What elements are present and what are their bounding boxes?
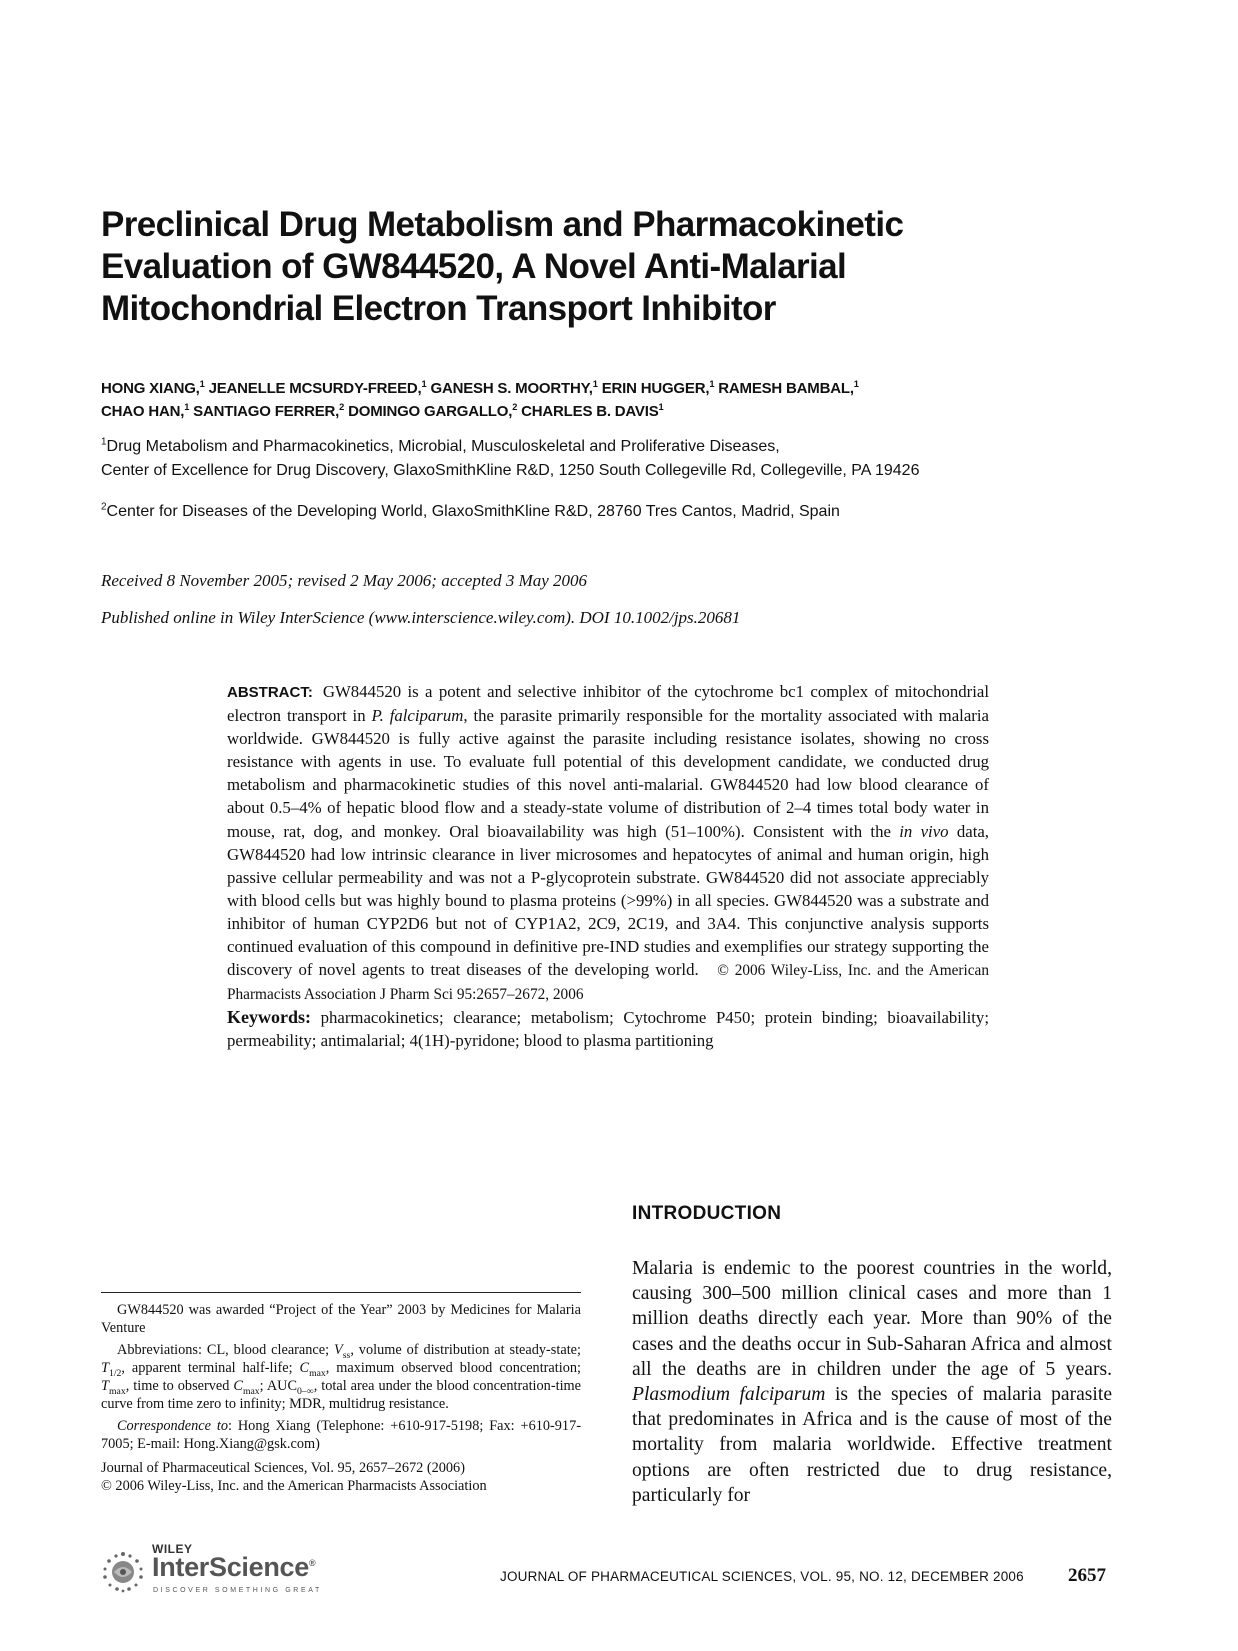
affiliation-text: Center of Excellence for Drug Discovery, GlaxoSmithKline R&D, 1250 South Collegeville Rd, Collegeville, PA 19426	[101, 462, 920, 479]
abstract-text: ABSTRACT: GW844520 is a potent and selective inhibitor of the cytochrome bc1 complex of mitochondrial electron transport in P. falciparum, the parasite primarily responsible for the mortality associated with malaria worldwide. GW844520 is fully active against the parasite including resistance isolates, showing no cross resistance with agents in use. To evaluate full potential of this development candidate, we conducted drug metabolism and pharmacokinetic studies of this novel anti-malarial. GW844520 had low blood clearance of about 0.5–4% of hepatic blood flow and a steady-state volume of distribution of 2–4 times total body water in mouse, rat, dog, and monkey. Oral bioavailability was high (51–100%). Consistent with the in vivo data, GW844520 had low intrinsic clearance in liver microsomes and hepatocytes of animal and human origin, high passive cellular permeability and was not a P-glycoprotein substrate. GW844520 did not associate appreciably with blood cells but was highly bound to plasma proteins (>99%) in all species. GW844520 was a substrate and inhibitor of human CYP2D6 but not of CYP1A2, 2C9, 2C19, and 3A4. This conjunctive analysis supports continued evaluation of this compound in definitive pre-IND studies and exemplifies our strategy supporting the discovery of novel agents to treat diseases of the developing world. © 2006 Wiley-Liss, Inc. and the American Pharmacists Association J Pharm Sci 95:2657–2672, 2006	[227, 682, 989, 1004]
author-name: GANESH S. MOORTHY,	[430, 380, 593, 397]
author-name: CHARLES B. DAVIS	[521, 403, 659, 420]
author-name: DOMINGO GARGALLO,	[348, 403, 513, 420]
title-line: Evaluation of GW844520, A Novel Anti-Malarial	[101, 247, 847, 286]
abstract-copyright: © 2006 Wiley-Liss, Inc. and the American Pharmacists Association J Pharm Sci 95:2657–2672, 2006	[227, 962, 989, 1004]
page-number: 2657	[1068, 1565, 1106, 1586]
interscience-wordmark: InterScience®	[152, 1552, 316, 1582]
journal-footer: JOURNAL OF PHARMACEUTICAL SCIENCES, VOL. 95, NO. 12, DECEMBER 2006	[500, 1569, 1024, 1584]
keywords	[227, 1006, 989, 1052]
title-line: Mitochondrial Electron Transport Inhibitor	[101, 289, 776, 328]
author-name: ERIN HUGGER,	[601, 380, 710, 397]
affiliation-1: $^1$Drug Metabolism and Pharmacokinetics, Microbial, Musculoskeletal and Proliferative Diseases, Center of Excellence for Drug Discovery, GlaxoSmithKline R&D, 1250 South Collegeville Rd, Collegeville, PA 19426	[101, 435, 1151, 483]
publication-info: Published online in Wiley InterScience (www.interscience.wiley.com). DOI 10.1002/jps.20681	[101, 608, 741, 627]
affiliation-text: Center for Diseases of the Developing World, GlaxoSmithKline R&D, 28760 Tres Cantos, Madrid, Spain	[106, 503, 840, 520]
author-name: SANTIAGO FERRER,	[193, 403, 340, 420]
article-title	[101, 204, 1141, 330]
award-footnote: GW844520 was awarded “Project of the Year” 2003 by Medicines for Malaria Venture	[101, 1302, 581, 1336]
affiliation-text: Drug Metabolism and Pharmacokinetics, Microbial, Musculoskeletal and Proliferative Diseases,	[106, 438, 780, 455]
wiley-wordmark: WILEY	[152, 1542, 193, 1556]
author-list	[101, 377, 1151, 423]
wiley-interscience-logo	[98, 1542, 338, 1594]
author-name: CHAO HAN,	[101, 403, 185, 420]
correspondence-footnote: Correspondence to: Hong Xiang (Telephone: +610-917-5198; Fax: +610-917-7005; E-mail: Hong.Xiang@gsk.com)	[101, 1418, 581, 1452]
copyright-info: © 2006 Wiley-Liss, Inc. and the American Pharmacists Association	[101, 1478, 487, 1494]
abbreviations-footnote: Abbreviations: CL, blood clearance; $V_{ss}$, volume of distribution at steady-state; $T_{1/2}$, apparent terminal half-life; $C_{max}$, maximum observed blood concentration; $T_{max}$, time to observed $C_{max}$; $AUC_{0-\infty}$, total area under the blood concentration-time curve from time zero to infinity; MDR, multidrug resistance.	[101, 1342, 582, 1412]
journal-info: Journal of Pharmaceutical Sciences, Vol. 95, 2657–2672 (2006)	[101, 1460, 465, 1476]
author-name: HONG XIANG,	[101, 380, 200, 397]
title-line: Preclinical Drug Metabolism and Pharmacokinetic	[101, 205, 904, 244]
globe-icon	[98, 1548, 148, 1594]
author-name: JEANELLE MCSURDY-FREED,	[208, 380, 422, 397]
keywords-text: pharmacokinetics; clearance; metabolism; Cytochrome P450; protein binding; bioavailability; permeability; antimalarial; 4(1H)-pyridone; blood to plasma partitioning	[227, 1008, 989, 1051]
received-dates: Received 8 November 2005; revised 2 May 2006; accepted 3 May 2006	[101, 571, 588, 590]
author-line: HONG XIANG,$^1$ JEANELLE MCSURDY-FREED,$^1$ GANESH S. MOORTHY,$^1$ ERIN HUGGER,$^1$ RAMESH BAMBAL,$^1$	[101, 379, 859, 397]
author-line: CHAO HAN,$^1$ SANTIAGO FERRER,$^2$ DOMINGO GARGALLO,$^2$ CHARLES B. DAVIS$^1$	[101, 402, 664, 420]
footnotes	[101, 1292, 581, 1495]
logo-tagline: DISCOVER SOMETHING GREAT	[153, 1587, 322, 1594]
keywords-label: Keywords:	[227, 1007, 311, 1028]
introduction-text: Malaria is endemic to the poorest countries in the world, causing 300–500 million clinical cases and more than 1 million deaths directly each year. More than 90% of the cases and the deaths occur in Sub-Saharan Africa and almost all the deaths are in children under the age of 5 years. Plasmodium falciparum is the species of malaria parasite that predominates in Africa and is the cause of most of the mortality from malaria worldwide. Effective treatment options are often restricted due to drug resistance, particularly for	[632, 1258, 1113, 1506]
author-name: RAMESH BAMBAL,	[718, 380, 854, 397]
affiliation-2: $^2$Center for Diseases of the Developing World, GlaxoSmithKline R&D, 28760 Tres Cantos, Madrid, Spain	[101, 501, 840, 520]
abstract	[227, 680, 989, 1053]
abstract-label: ABSTRACT:	[227, 684, 313, 701]
introduction-heading: INTRODUCTION	[632, 1203, 782, 1224]
